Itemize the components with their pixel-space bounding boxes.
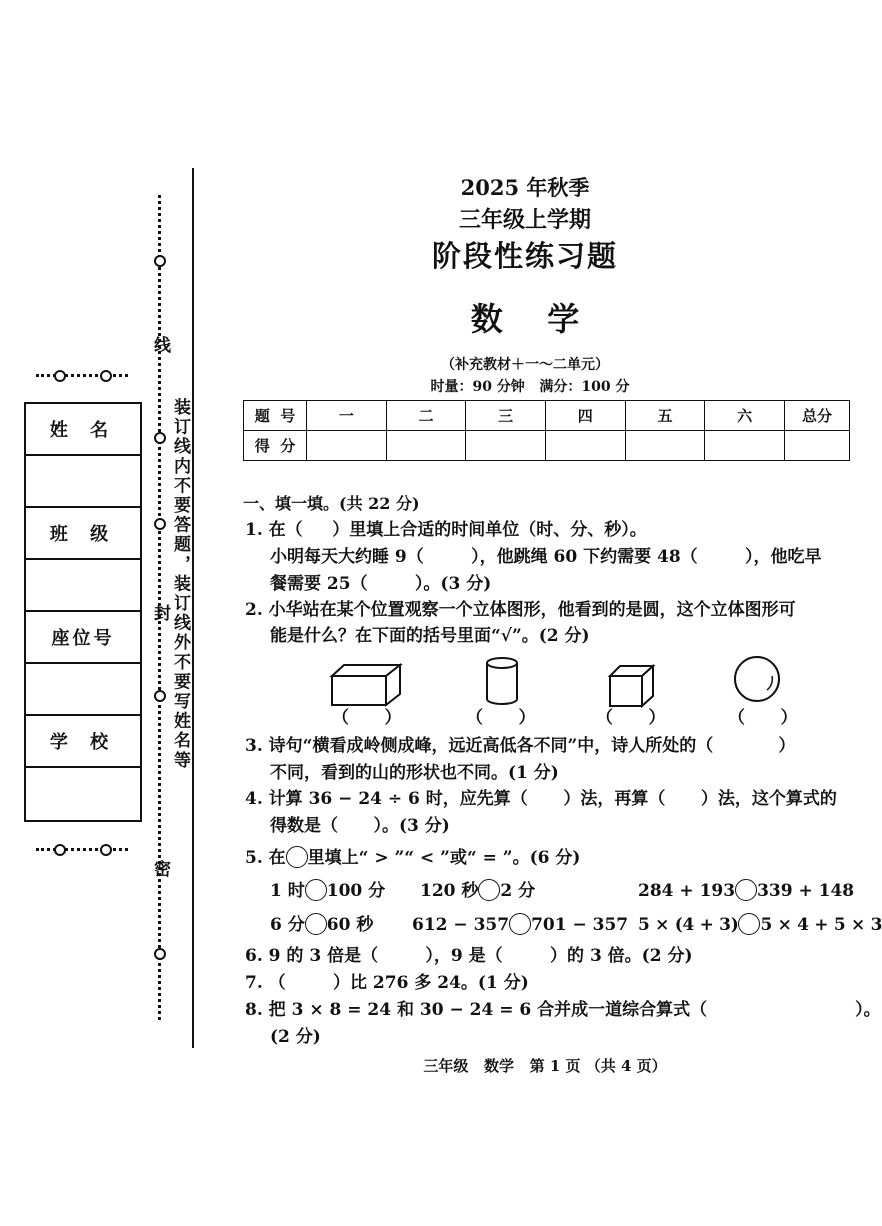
score-col-5: 五: [625, 401, 705, 431]
exam-year: 2025 年秋季: [460, 175, 590, 200]
compare-circle-icon[interactable]: [735, 879, 757, 901]
binding-marker-top: [36, 370, 128, 380]
q3-line2: 不同，看到的山的形状也不同。(1 分): [270, 763, 559, 783]
q1-line1: 1. 在（ ）里填上合适的时间单位（时、分、秒）。: [245, 520, 647, 540]
info-field-class[interactable]: [26, 560, 140, 612]
info-label-seat: 座位号: [26, 612, 140, 664]
info-label-name: 姓 名: [26, 404, 140, 456]
binding-ring: [154, 690, 166, 702]
score-cell[interactable]: [466, 431, 546, 461]
score-cell[interactable]: [705, 431, 785, 461]
score-cell[interactable]: [545, 431, 625, 461]
q8-line1: 8. 把 3 × 8 = 24 和 30 − 24 = 6 合并成一道综合算式（ ）。: [245, 1000, 881, 1020]
compare-circle-icon[interactable]: [478, 879, 500, 901]
exam-grade: 三年级上学期: [458, 207, 591, 233]
info-field-name[interactable]: [26, 456, 140, 508]
q5-prefix: 5. 在: [245, 848, 286, 868]
binding-mark-bind: 密: [150, 860, 170, 880]
info-label-class: 班 级: [26, 508, 140, 560]
cylinder-figure: [484, 655, 520, 707]
compare-circle-icon[interactable]: [738, 913, 760, 935]
q7: 7. （ ）比 276 多 24。(1 分): [245, 973, 529, 993]
info-field-seat[interactable]: [26, 664, 140, 716]
binding-ring: [154, 948, 166, 960]
score-table-row-label: 题 号: [244, 401, 307, 431]
exam-scope: （补充教材＋一～二单元）: [441, 357, 609, 373]
q5-item: 612 − 357 701 − 357: [412, 915, 629, 935]
compare-circle-icon: [286, 846, 308, 868]
sphere-figure: [732, 654, 782, 704]
binding-mark-line: 线: [150, 336, 170, 356]
info-label-school: 学 校: [26, 716, 140, 768]
q8-line2: (2 分): [270, 1027, 321, 1047]
score-cell[interactable]: [386, 431, 466, 461]
q5-item: 284 + 193 339 + 148: [638, 881, 855, 901]
q2-bracket[interactable]: （ ）: [728, 708, 798, 728]
score-col-6: 六: [705, 401, 785, 431]
student-info-box: [24, 402, 142, 822]
cuboid-figure: [330, 662, 404, 708]
score-col-3: 三: [466, 401, 546, 431]
q4-line2: 得数是（ ）。(3 分): [270, 816, 450, 836]
cube-figure: [608, 664, 656, 708]
score-col-2: 二: [386, 401, 466, 431]
q5-item: 120 秒 2 分: [420, 881, 536, 901]
binding-marker-bottom: [36, 844, 128, 854]
q2-bracket[interactable]: （ ）: [466, 708, 536, 728]
q3-line1: 3. 诗句“横看成岭侧成峰，远近高低各不同”中，诗人所处的（ ）: [245, 736, 796, 756]
q2-bracket[interactable]: （ ）: [596, 708, 666, 728]
exam-time-info: 时量：90 分钟 满分：100 分: [430, 379, 630, 395]
exam-title: 阶段性练习题: [431, 239, 618, 273]
q2-bracket[interactable]: （ ）: [332, 708, 402, 728]
compare-circle-icon[interactable]: [305, 913, 327, 935]
score-col-4: 四: [545, 401, 625, 431]
compare-circle-icon[interactable]: [305, 879, 327, 901]
binding-solid-line: [192, 168, 194, 1048]
q6: 6. 9 的 3 倍是（ ），9 是（ ）的 3 倍。(2 分): [245, 946, 693, 966]
score-table: [243, 400, 850, 461]
q5-item: 5 × (4 + 3) 5 × 4 + 5 × 3: [638, 915, 882, 935]
score-table-row-label: 得 分: [244, 431, 307, 461]
score-col-total: 总分: [785, 401, 850, 431]
compare-circle-icon[interactable]: [509, 913, 531, 935]
info-field-school[interactable]: [26, 768, 140, 820]
score-cell[interactable]: [625, 431, 705, 461]
q4-line1: 4. 计算 36 − 24 ÷ 6 时，应先算（ ）法，再算（ ）法，这个算式的: [245, 789, 837, 809]
q5-item: 1 时 100 分: [270, 881, 386, 901]
exam-subject: 数 学: [470, 300, 580, 338]
q2-line1: 2. 小华站在某个位置观察一个立体图形，他看到的是圆，这个立体图形可: [245, 600, 796, 620]
binding-warning-text: 装订线内不要答题，装订线外不要写姓名等: [170, 398, 190, 771]
score-cell[interactable]: [307, 431, 387, 461]
page-footer: 三年级 数学 第 1 页 （共 4 页）: [423, 1057, 667, 1075]
score-col-1: 一: [307, 401, 387, 431]
binding-mark-seal: 封: [150, 604, 170, 624]
q5-line1: [245, 846, 580, 870]
section-heading: 一、填一填。(共 22 分): [243, 494, 420, 513]
q2-line2: 能是什么？在下面的括号里面“√”。(2 分): [270, 626, 590, 646]
binding-ring: [154, 518, 166, 530]
q5-suffix: 里填上“ > ”“ < ”或“ = ”。(6 分): [307, 848, 581, 868]
q5-item: 6 分 60 秒: [270, 915, 374, 935]
q1-line2: 小明每天大约睡 9（ ），他跳绳 60 下约需要 48（ ），他吃早: [270, 547, 822, 567]
score-cell[interactable]: [785, 431, 850, 461]
q1-line3: 餐需要 25（ ）。(3 分): [270, 574, 492, 594]
binding-ring: [154, 432, 166, 444]
binding-ring: [154, 255, 166, 267]
